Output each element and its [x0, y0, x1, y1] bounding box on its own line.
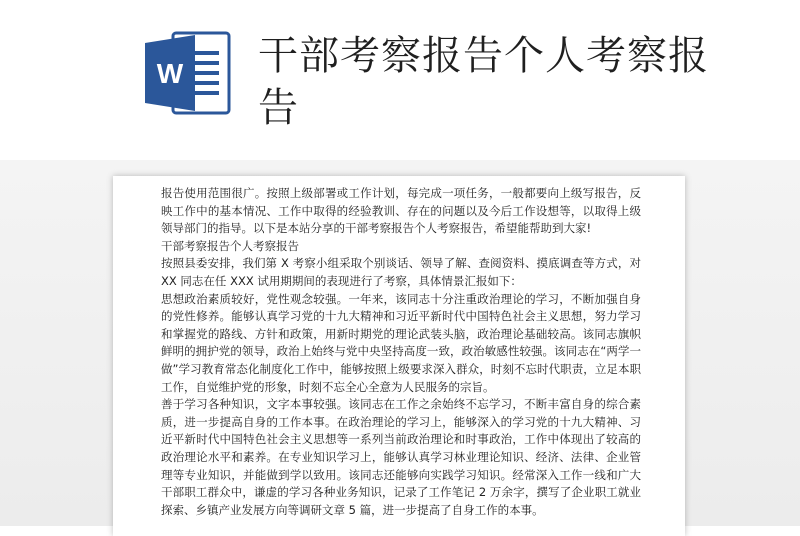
page-title: 干部考察报告个人考察报告 — [258, 33, 709, 131]
document-page — [113, 176, 685, 536]
paragraph-heading: 干部考察报告个人考察报告 — [161, 238, 299, 253]
paragraph-intro: 报告使用范围很广。按照上级部署或工作计划，每完成一项任务，一般都要向上级写报告，反映工作中的基本情况、工作中取得的经验教训、存在的问题以及今后工作设想等，以取得上级领导部门的指导。以下是本站分享的干部考察报告个人考察报告，希望能帮助到大家! — [161, 186, 641, 236]
word-icon — [143, 29, 233, 117]
header — [0, 0, 800, 160]
document-body — [161, 185, 641, 519]
paragraph-learning: 善于学习各种知识，文字本事较强。该同志在工作之余始终不忘学习，不断丰富自身的综合素质，进一步提高自身的工作本事。在政治理论的学习上，能够深入的学习党的十九大精神、习近平新时代中国特色社会主义思想等一系列当前政治理论和时事政治，工作中体现出了较高的政治理论水平和素养。在专业知识学习上，能够认真学习林业理论知识、经济、法律、企业管理等专业知识，并能做到学以致用。该同志还能够向实践学习知识。经常深入工作一线和广大干部职工群众中，谦虚的学习各种业务知识，记录了工作笔记 2 万余字，撰写了企业职工就业探索、乡镇产业发展方向等调研文章 5 篇，进一步提高了自身工作的本事。 — [161, 397, 641, 517]
word-icon-letter: W — [156, 58, 184, 89]
paragraph-political-quality: 思想政治素质较好，党性观念较强。一年来，该同志十分注重政治理论的学习，不断加强自身的党性修养。能够认真学习党的十九大精神和习近平新时代中国特色社会主义思想，努力学习和掌握党的路线、方针和政策，用新时期党的理论武装头脑，政治理论基础较高。该同志旗帜鲜明的拥护党的领导，政治上始终与党中央坚持高度一致，政治敏感性较强。该同志在“两学一做”学习教育常态化制度化工作中，能够按照上级要求深入群众，时刻不忘时代职责，立足本职工作，自觉维护党的形象，时刻不忘全心全意为人民服务的宗旨。 — [161, 291, 641, 394]
paragraph-arrangement: 按照县委安排，我们第 X 考察小组采取个别谈话、领导了解、查阅资料、摸底调查等方式，对 XX 同志在任 XXX 试用期期间的表现进行了考察，具体情景汇报如下： — [161, 256, 641, 288]
